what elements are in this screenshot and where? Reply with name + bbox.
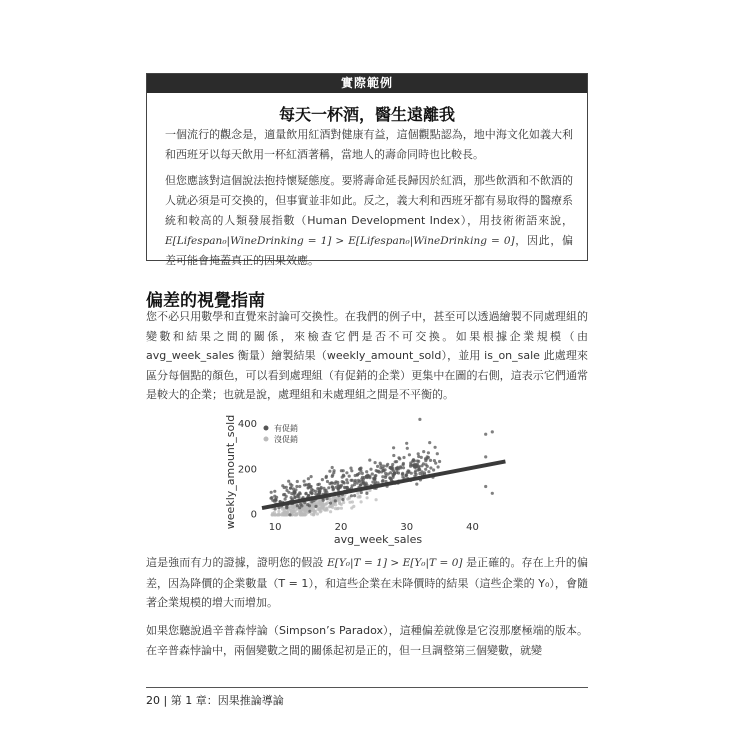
data-point-treated	[416, 459, 419, 462]
data-point-untreated	[283, 513, 286, 516]
data-point-treated	[365, 492, 368, 495]
data-point-treated	[412, 458, 415, 461]
legend-label-treated: 有促銷	[274, 424, 298, 433]
section-heading: 偏差的視覺指南	[146, 291, 265, 311]
data-point-untreated	[271, 513, 274, 516]
data-point-treated	[293, 490, 296, 493]
footer	[146, 692, 284, 708]
data-point-treated	[285, 506, 288, 509]
data-point-untreated	[357, 495, 360, 498]
data-point-treated	[305, 492, 308, 495]
data-point-treated	[303, 483, 306, 486]
data-point-treated	[314, 505, 317, 508]
data-point-treated	[402, 456, 405, 459]
data-point-treated	[327, 486, 330, 489]
data-point-treated	[429, 459, 432, 462]
data-point-untreated	[356, 492, 359, 495]
data-point-treated	[373, 477, 376, 480]
data-point-treated	[270, 491, 273, 494]
sidebar-paragraph-2	[165, 171, 573, 271]
data-point-treated	[434, 446, 437, 449]
data-point-treated	[418, 468, 421, 471]
data-point-treated	[392, 454, 395, 457]
data-point-treated	[333, 482, 336, 485]
data-point-treated	[360, 477, 363, 480]
page-number: 20	[146, 694, 160, 707]
data-point-treated	[343, 481, 346, 484]
data-point-treated	[308, 510, 311, 513]
data-point-treated	[282, 493, 285, 496]
data-point-treated	[381, 475, 384, 478]
data-point-treated	[379, 462, 382, 465]
data-point-treated	[384, 476, 387, 479]
data-point-treated	[491, 430, 494, 433]
body2-text-b: 是正確的。存在上升的偏差，因為降價的企業數量（T = 1），和這些企業在未降價時的結果（這些企業的 Y₀），會隨著企業規模的增大而增加。	[146, 556, 589, 609]
data-point-treated	[390, 465, 393, 468]
data-point-treated	[388, 476, 391, 479]
data-point-treated	[295, 485, 298, 488]
sidebar-p2-text: 但您應該對這個說法抱持懷疑態度。要將壽命延長歸因於紅酒，那些飲酒和不飲酒的人就必須是可交換的，但事實並非如此。反之，義大利和西班牙都有易取得的醫療系統和較高的人類發展指數（Human Development Index），用技術術語來說，	[165, 174, 573, 227]
data-point-untreated	[337, 507, 340, 510]
y-tick-label: 0	[250, 509, 257, 521]
data-point-untreated	[321, 506, 324, 509]
y-axis-title: weekly_amount_sold	[224, 414, 237, 530]
data-point-treated	[340, 469, 343, 472]
data-point-treated	[484, 433, 487, 436]
data-point-treated	[437, 465, 440, 468]
data-point-treated	[332, 488, 335, 491]
data-point-treated	[339, 485, 342, 488]
data-point-treated	[344, 486, 347, 489]
data-point-treated	[409, 465, 412, 468]
y-tick-label: 200	[237, 464, 257, 476]
data-point-untreated	[313, 511, 316, 514]
data-point-treated	[425, 457, 428, 460]
data-point-treated	[273, 490, 276, 493]
data-point-treated	[274, 499, 277, 502]
data-point-treated	[341, 476, 344, 479]
data-point-treated	[369, 468, 372, 471]
sidebar-title: 每天一杯酒，醫生遠離我	[278, 105, 455, 124]
data-point-treated	[405, 473, 408, 476]
data-point-treated	[336, 481, 339, 484]
data-point-treated	[374, 474, 377, 477]
data-point-untreated	[277, 513, 280, 516]
sidebar-p2-end: ，因此，偏差可能會掩蓋真正的因果效應。	[165, 234, 574, 267]
data-point-untreated	[328, 497, 331, 500]
data-point-treated	[382, 465, 385, 468]
data-point-treated	[359, 483, 362, 486]
data-point-treated	[374, 461, 377, 464]
data-point-treated	[353, 494, 356, 497]
chapter-title: 第 1 章：因果推論導論	[170, 694, 284, 707]
data-point-treated	[328, 470, 331, 473]
data-point-treated	[371, 472, 374, 475]
data-point-treated	[358, 468, 361, 471]
data-point-untreated	[334, 507, 337, 510]
data-point-treated	[330, 481, 333, 484]
data-point-treated	[306, 503, 309, 506]
data-point-treated	[358, 472, 361, 475]
footer-separator: |	[163, 694, 171, 707]
data-point-untreated	[284, 511, 287, 514]
data-point-treated	[412, 464, 415, 467]
data-point-untreated	[348, 501, 351, 504]
footer-divider	[146, 687, 588, 688]
legend-marker-treated	[264, 426, 269, 431]
data-point-untreated	[338, 500, 341, 503]
data-point-treated	[326, 480, 329, 483]
data-point-untreated	[340, 507, 343, 510]
data-point-treated	[484, 485, 487, 488]
data-point-treated	[376, 465, 379, 468]
data-point-treated	[405, 442, 408, 445]
data-point-treated	[360, 491, 363, 494]
data-point-treated	[365, 475, 368, 478]
data-point-untreated	[281, 508, 284, 511]
chart-svg	[222, 412, 522, 552]
x-axis-title: avg_week_sales	[333, 533, 423, 546]
data-point-treated	[303, 480, 306, 483]
data-point-treated	[394, 460, 397, 463]
sidebar-header: 實際範例	[147, 74, 587, 93]
data-point-untreated	[319, 502, 322, 505]
data-point-treated	[422, 450, 425, 453]
data-point-untreated	[350, 506, 353, 509]
data-point-treated	[428, 441, 431, 444]
data-point-treated	[392, 446, 395, 449]
data-point-treated	[284, 498, 287, 501]
data-point-treated	[361, 472, 364, 475]
data-point-treated	[309, 491, 312, 494]
data-point-treated	[406, 447, 409, 450]
data-point-treated	[408, 453, 411, 456]
data-point-untreated	[304, 513, 307, 516]
data-point-untreated	[331, 503, 334, 506]
data-point-treated	[417, 455, 420, 458]
data-point-treated	[358, 480, 361, 483]
data-point-treated	[293, 496, 296, 499]
data-point-treated	[345, 471, 348, 474]
sidebar-p2-math: E[Lifespan₀|WineDrinking = 1] > E[Lifespan₀|WineDrinking = 0]	[165, 235, 515, 247]
data-point-untreated	[360, 500, 363, 503]
data-point-treated	[384, 468, 387, 471]
data-point-treated	[296, 504, 299, 507]
data-point-treated	[307, 477, 310, 480]
data-point-treated	[433, 459, 436, 462]
data-point-treated	[491, 492, 494, 495]
body-paragraph-2	[146, 553, 588, 613]
x-tick-label: 30	[400, 522, 414, 533]
data-point-treated	[429, 466, 432, 469]
data-point-treated	[307, 494, 310, 497]
data-point-treated	[392, 469, 395, 472]
sidebar-paragraph-1: 一個流行的觀念是，適量飲用紅酒對健康有益，這個觀點認為，地中海文化如義大利和西班牙以每天飲用一杯紅酒著稱，當地人的壽命同時也比較長。	[165, 128, 573, 161]
data-point-treated	[396, 467, 399, 470]
data-point-treated	[377, 470, 380, 473]
data-point-treated	[415, 473, 418, 476]
data-point-treated	[368, 459, 371, 462]
data-point-treated	[399, 466, 402, 469]
data-point-treated	[296, 480, 299, 483]
data-point-treated	[415, 483, 418, 486]
data-point-treated	[329, 502, 332, 505]
data-point-treated	[432, 468, 435, 471]
x-tick-label: 40	[466, 522, 479, 533]
data-point-untreated	[325, 507, 328, 510]
legend-marker-untreated	[264, 437, 269, 442]
data-point-treated	[385, 464, 388, 467]
data-point-treated	[484, 455, 487, 458]
data-point-treated	[418, 418, 421, 421]
data-point-treated	[290, 492, 293, 495]
data-point-treated	[288, 513, 291, 516]
data-point-untreated	[277, 510, 280, 513]
data-point-treated	[298, 485, 301, 488]
body2-text-a: 這是強而有力的證據，證明您的假設	[146, 556, 328, 569]
data-point-treated	[365, 470, 368, 473]
data-point-treated	[436, 452, 439, 455]
data-point-treated	[310, 475, 313, 478]
data-point-treated	[350, 494, 353, 497]
data-point-treated	[424, 468, 427, 471]
scatter-chart	[222, 412, 522, 552]
data-point-treated	[289, 483, 292, 486]
data-point-treated	[331, 474, 334, 477]
data-point-treated	[420, 464, 423, 467]
data-point-treated	[379, 466, 382, 469]
data-point-untreated	[318, 508, 321, 511]
x-tick-label: 20	[334, 522, 348, 533]
data-point-untreated	[366, 496, 369, 499]
data-point-treated	[307, 486, 310, 489]
plot-area	[262, 418, 505, 517]
data-point-treated	[393, 472, 396, 475]
body2-math: E[Y₀|T = 1] > E[Y₀|T = 0]	[327, 557, 463, 569]
data-point-untreated	[329, 510, 332, 513]
data-point-treated	[381, 479, 384, 482]
data-point-treated	[341, 498, 344, 501]
data-point-treated	[348, 475, 351, 478]
data-point-treated	[407, 469, 410, 472]
data-point-treated	[285, 489, 288, 492]
data-point-treated	[346, 481, 349, 484]
data-point-treated	[331, 466, 334, 469]
data-point-untreated	[348, 497, 351, 500]
body-paragraph-3: 如果您聽說過辛普森悖論（Simpson’s Paradox），這種偏差就像是它沒那麼極端的版本。在辛普森悖論中，兩個變數之間的關係起初是正的，但一旦調整第三個變數，就變	[146, 624, 588, 657]
data-point-treated	[387, 472, 390, 475]
data-point-treated	[325, 475, 328, 478]
data-point-untreated	[375, 498, 378, 501]
data-point-treated	[350, 469, 353, 472]
data-point-treated	[289, 486, 292, 489]
data-point-untreated	[294, 508, 297, 511]
data-point-treated	[409, 461, 412, 464]
data-point-treated	[314, 490, 317, 493]
data-point-treated	[345, 478, 348, 481]
data-point-treated	[318, 483, 321, 486]
data-point-treated	[397, 456, 400, 459]
data-point-treated	[274, 507, 277, 510]
data-point-treated	[426, 465, 429, 468]
body-paragraph-1: 您不必只用數學和直覺來討論可交換性。在我們的例子中，甚至可以透過繪製不同處理組的變數和結果之間的關係，來檢查它們是否不可交換。如果根據企業規模（由 avg_week_sales 衡量）繪製結果（weekly_amount_sold），並用 is_on_sale 此處理來區分每個點的顏色，可以看到處理組（有促銷的企業）更集中在圖的右側，這表示它們通常是較大的企業；也就是說，處理組和未處理組之間是不平衡的。	[146, 310, 588, 401]
data-point-treated	[349, 467, 352, 470]
legend	[264, 423, 299, 444]
data-point-treated	[287, 480, 290, 483]
data-point-treated	[417, 452, 420, 455]
data-point-treated	[353, 483, 356, 486]
x-tick-label: 10	[268, 522, 282, 533]
sidebar-box	[146, 73, 588, 267]
data-point-treated	[427, 451, 430, 454]
y-tick-label: 400	[237, 418, 257, 430]
data-point-treated	[283, 486, 286, 489]
legend-label-untreated: 沒促銷	[274, 435, 298, 444]
data-point-treated	[300, 504, 303, 507]
data-point-untreated	[342, 501, 345, 504]
data-point-treated	[438, 460, 441, 463]
data-point-treated	[427, 470, 430, 473]
data-point-treated	[334, 499, 337, 502]
data-point-treated	[350, 479, 353, 482]
data-point-treated	[321, 478, 324, 481]
data-point-treated	[402, 462, 405, 465]
